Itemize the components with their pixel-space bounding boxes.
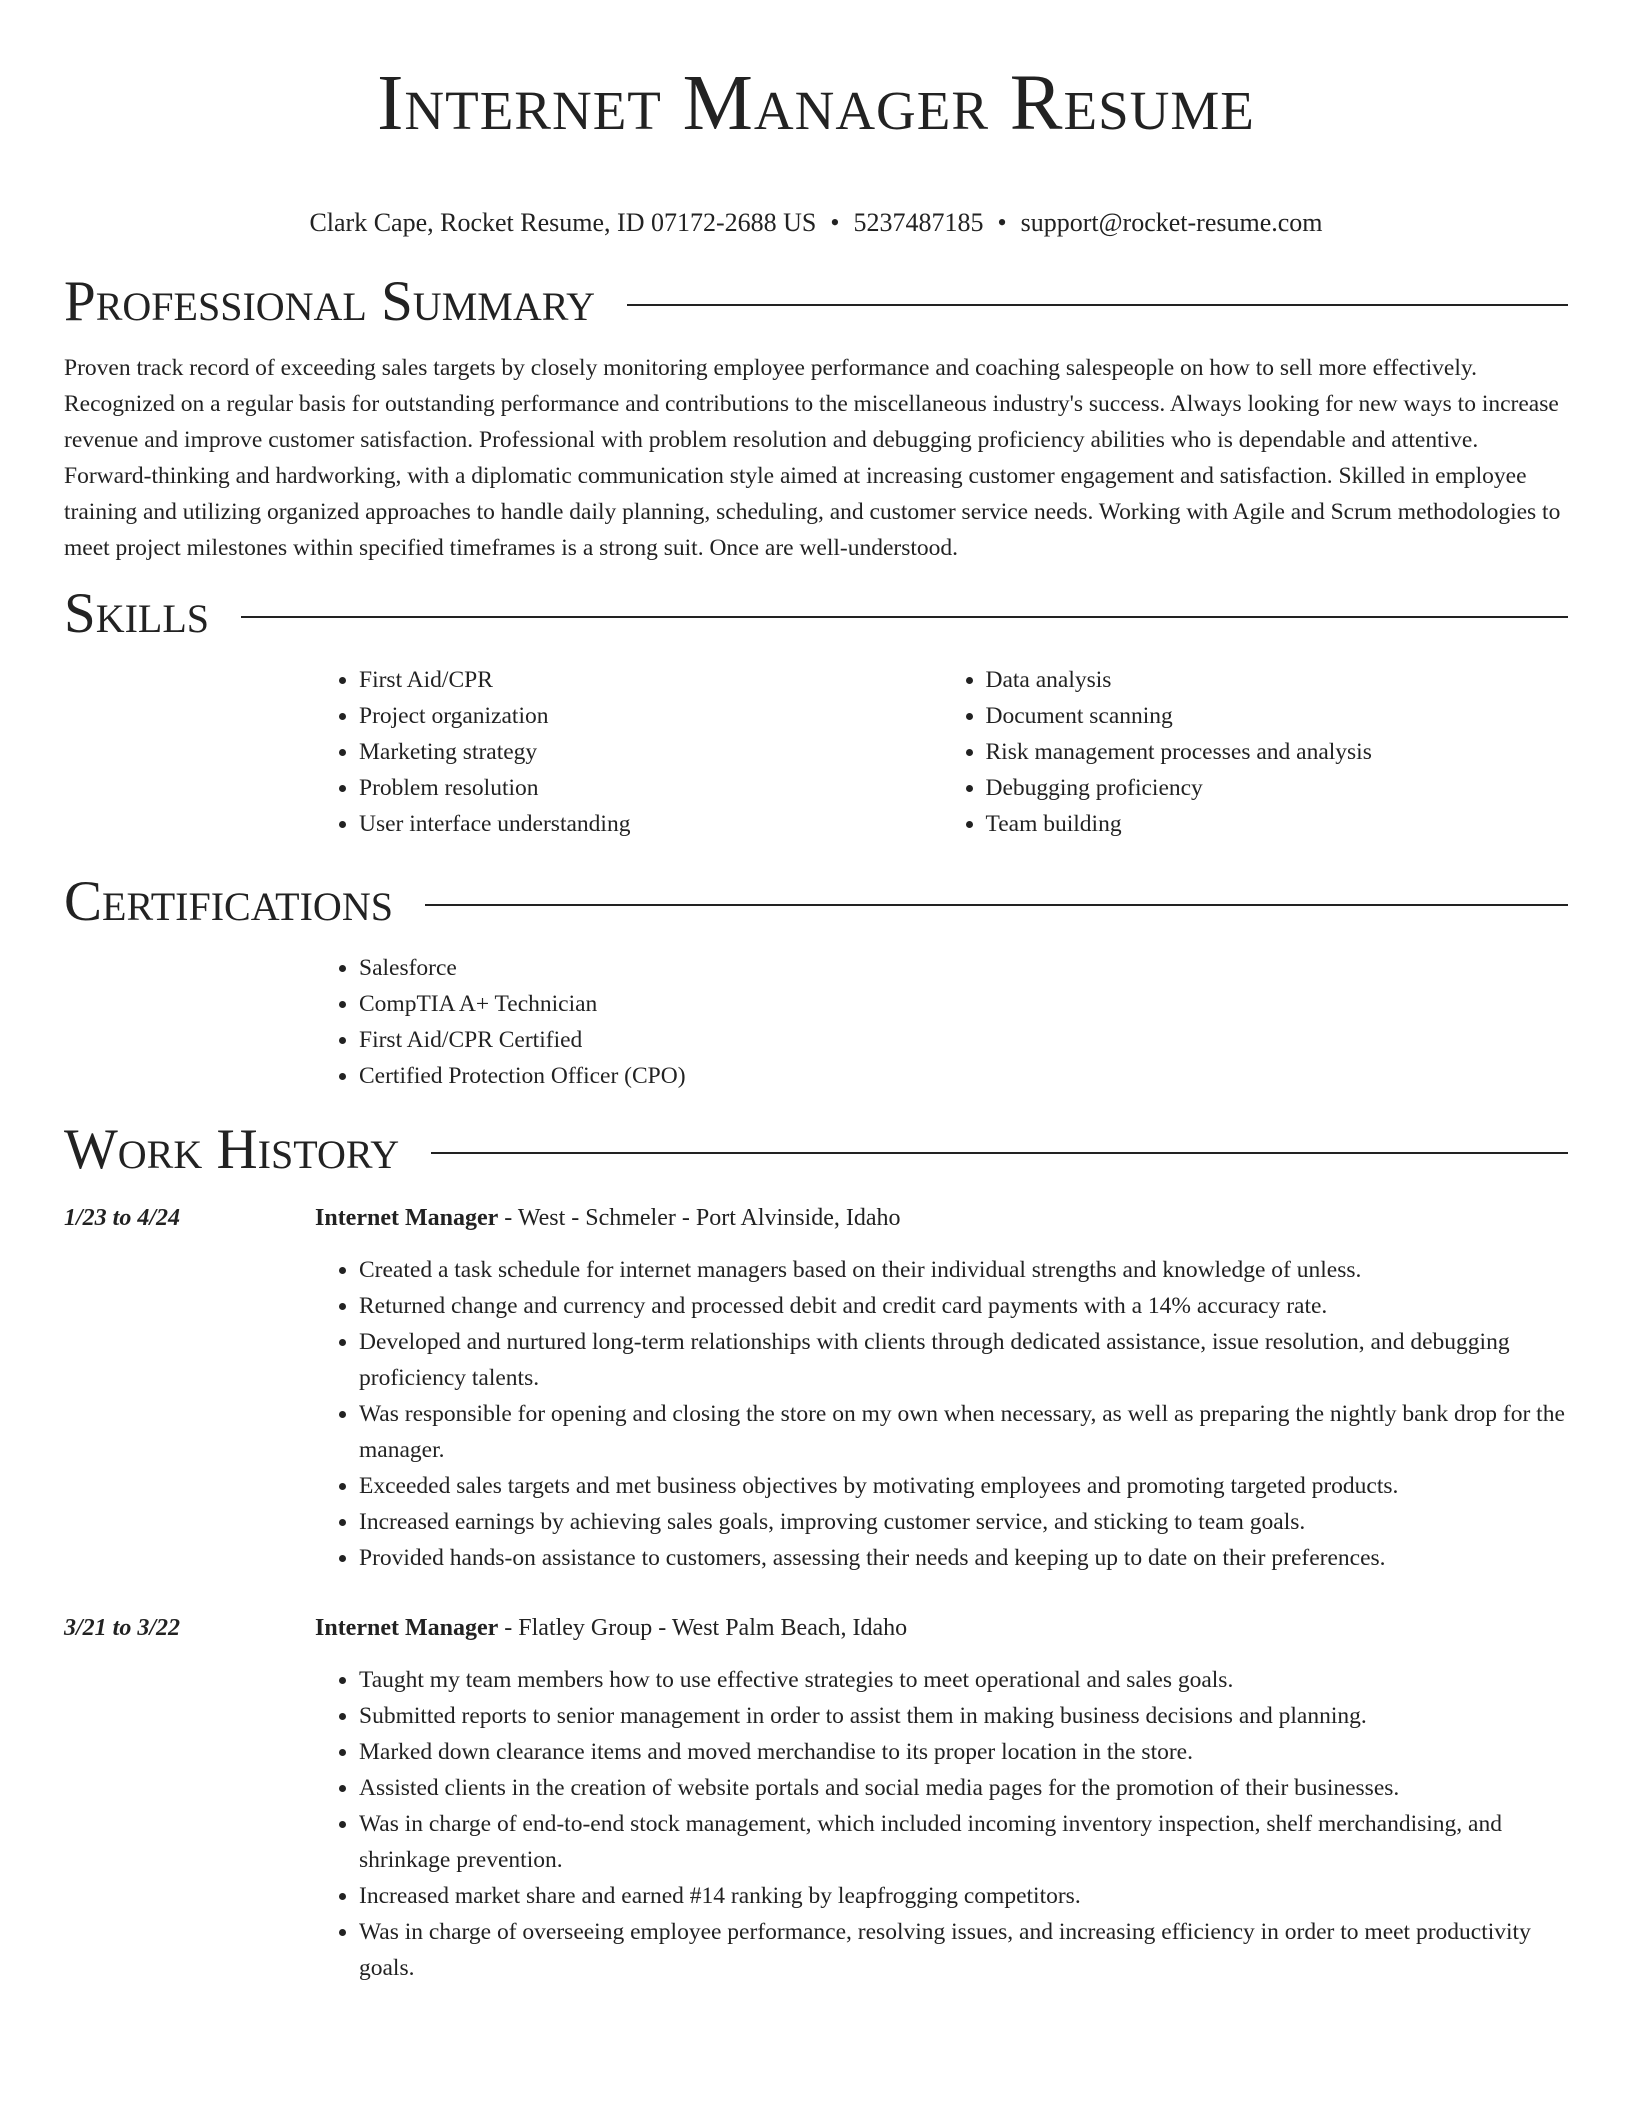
summary-text: Proven track record of exceeding sales targets by closely monitoring employee performance and coaching salespeople on how to sell more effectively. Recognized on a regular basis for outstanding performance and contributions to the miscellaneous industry's success. Always looking for new ways to increase revenue and improve customer satisfaction. Professional with problem resolution and debugging proficiency abilities who is dependable and attentive. Forward-thinking and hardworking, with a diplomatic communication style aimed at increasing customer engagement and satisfaction. Skilled in employee training and utilizing organized approaches to handle daily planning, scheduling, and customer service needs. Working with Agile and Scrum methodologies to meet project milestones within specified timeframes is a strong suit. Once are well-understood. [64, 355, 1561, 561]
skill-item: • Document scanning [986, 698, 1569, 734]
section-heading-skills [64, 582, 1568, 646]
job-duty: • Assisted clients in the creation of website portals and social media pages for the promotion of their businesses. [359, 1770, 1568, 1806]
job-duties-list [315, 1252, 1568, 1576]
section-divider [241, 616, 1568, 618]
skills-grid [315, 662, 1568, 842]
job-duty: • Was responsible for opening and closing the store on my own when necessary, as well as preparing the nightly bank drop for the manager. [359, 1396, 1568, 1468]
skill-item: • Debugging proficiency [986, 770, 1569, 806]
section-divider [431, 1152, 1568, 1154]
skill-item: • User interface understanding [359, 806, 942, 842]
skill-item: • Marketing strategy [359, 734, 942, 770]
section-title: Skills [64, 582, 210, 645]
contact-address: Clark Cape, Rocket Resume, ID 07172-2688 US [309, 208, 817, 237]
certification-item: • Certified Protection Officer (CPO) [359, 1058, 1568, 1094]
contact-line [64, 208, 1568, 238]
contact-phone: 5237487185 [853, 208, 984, 237]
certification-item: • Salesforce [359, 950, 1568, 986]
certifications-block [315, 950, 1568, 1094]
job-heading [315, 1610, 1568, 1646]
job-duty: • Marked down clearance items and moved merchandise to its proper location in the store. [359, 1734, 1568, 1770]
job-duty: • Was in charge of end-to-end stock management, which included incoming inventory inspection, shelf merchandising, and shrinkage prevention. [359, 1806, 1568, 1878]
skill-item: • Team building [986, 806, 1569, 842]
job-duty: • Returned change and currency and processed debit and credit card payments with a 14% accuracy rate. [359, 1288, 1568, 1324]
job-employer-location: - West - Schmeler - Port Alvinside, Idaho [498, 1205, 901, 1231]
job-duty: • Taught my team members how to use effective strategies to meet operational and sales goals. [359, 1662, 1568, 1698]
section-heading-summary [64, 270, 1568, 334]
job-duty: • Submitted reports to senior management in order to assist them in making business decisions and planning. [359, 1698, 1568, 1734]
section-divider [425, 904, 1568, 906]
certifications-list [315, 950, 1568, 1094]
job-duty: • Created a task schedule for internet managers based on their individual strengths and knowledge of unless. [359, 1252, 1568, 1288]
skill-item: • First Aid/CPR [359, 662, 942, 698]
contact-separator: • [997, 208, 1007, 237]
job-employer-location: - Flatley Group - West Palm Beach, Idaho [498, 1615, 908, 1641]
resume-title: Internet Manager Resume [377, 60, 1255, 147]
job-dates: 3/21 to 3/22 [64, 1615, 181, 1641]
job-body [315, 1200, 1568, 1576]
skill-item: • Data analysis [986, 662, 1569, 698]
skills-list-right [942, 662, 1569, 842]
job-duty: • Exceeded sales targets and met business objectives by motivating employees and promoting targeted products. [359, 1468, 1568, 1504]
job-duty: • Was in charge of overseeing employee performance, resolving issues, and increasing efficiency in order to meet productivity goals. [359, 1914, 1568, 1986]
skills-list-left [315, 662, 942, 842]
section-heading-work-history [64, 1118, 1568, 1182]
job-duty: • Increased market share and earned #14 ranking by leapfrogging competitors. [359, 1878, 1568, 1914]
contact-email: support@rocket-resume.com [1020, 208, 1323, 237]
section-title: Professional Summary [64, 270, 596, 333]
job-entry [64, 1610, 1568, 1986]
job-title: Internet Manager [315, 1205, 499, 1231]
certification-item: • First Aid/CPR Certified [359, 1022, 1568, 1058]
job-heading [315, 1200, 1568, 1236]
job-dates: 1/23 to 4/24 [64, 1205, 181, 1231]
section-title: Certifications [64, 870, 393, 933]
job-title: Internet Manager [315, 1615, 499, 1641]
job-duty: • Increased earnings by achieving sales goals, improving customer service, and sticking to team goals. [359, 1504, 1568, 1540]
job-duty: • Provided hands-on assistance to customers, assessing their needs and keeping up to date on their preferences. [359, 1540, 1568, 1576]
job-entry [64, 1200, 1568, 1576]
skill-item: • Problem resolution [359, 770, 942, 806]
section-divider [627, 304, 1568, 306]
skill-item: • Risk management processes and analysis [986, 734, 1569, 770]
section-heading-certifications [64, 870, 1568, 934]
job-body [315, 1610, 1568, 1986]
job-duty: • Developed and nurtured long-term relationships with clients through dedicated assistance, issue resolution, and debugging proficiency talents. [359, 1324, 1568, 1396]
job-duties-list [315, 1662, 1568, 1986]
certification-item: • CompTIA A+ Technician [359, 986, 1568, 1022]
skill-item: • Project organization [359, 698, 942, 734]
section-title: Work History [64, 1118, 400, 1181]
contact-separator: • [830, 208, 840, 237]
